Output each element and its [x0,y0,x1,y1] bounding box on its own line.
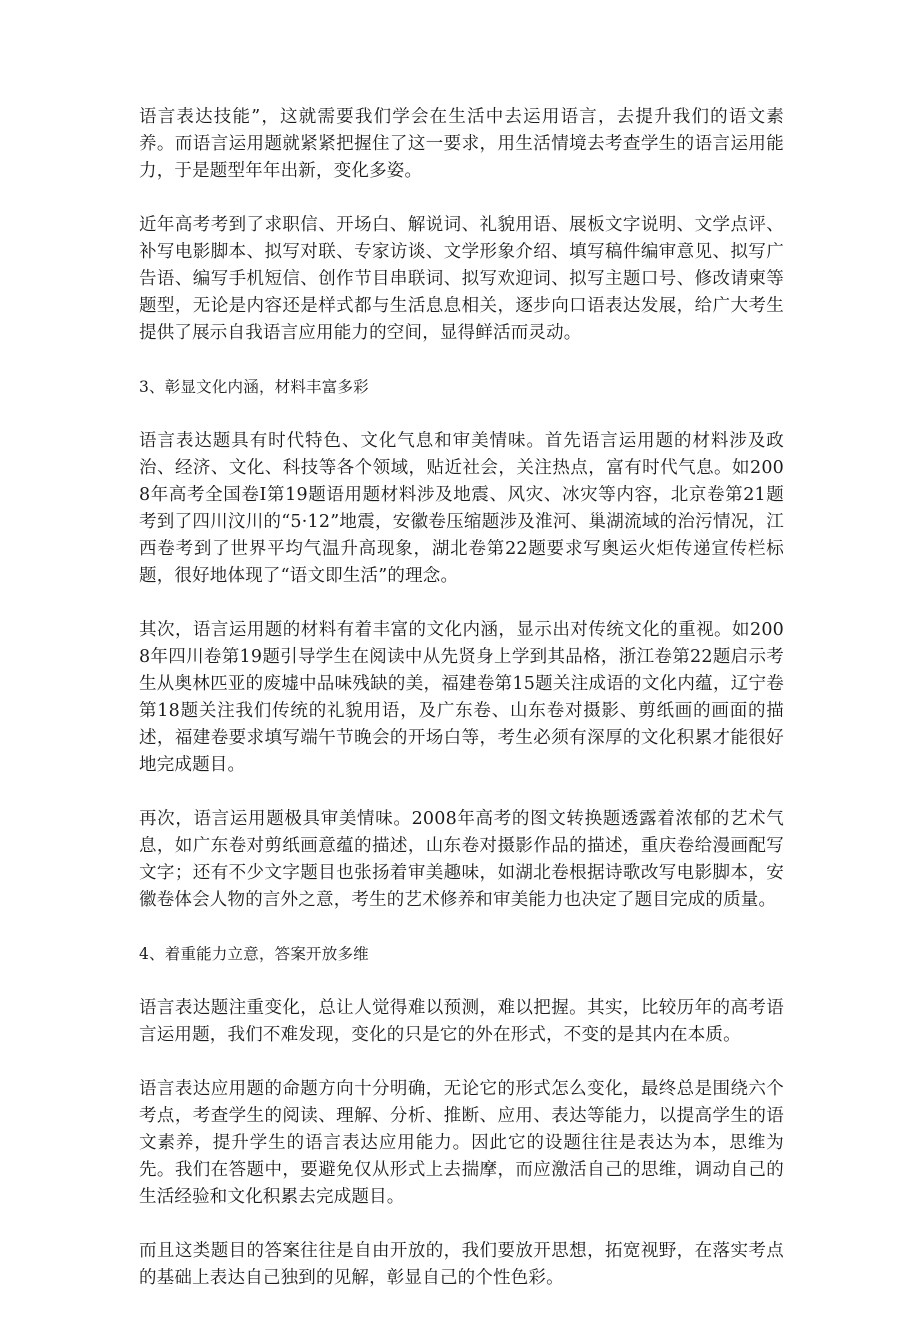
paragraph-open-answers: 而且这类题目的答案往往是自由开放的，我们要放开思想，拓宽视野，在落实考点的基础上表达自己独到的见解，彰显自己的个性色彩。 [139,1241,784,1288]
paragraph-question-types: 近年高考考到了求职信、开场白、解说词、礼貌用语、展板文字说明、文学点评、补写电影脚本、拟写对联、专家访谈、文学形象介绍、填写稿件编审意见、拟写广告语、编写手机短信、创作节目串联词、拟写欢迎词、拟写主题口号、修改请柬等题型，无论是内容还是样式都与生活息息相关，逐步向口语表达发展，给广大考生提供了展示自我语言应用能力的空间，显得鲜活而灵动。 [139,215,784,343]
document-body [139,104,784,1319]
paragraph-cultural-content: 其次，语言运用题的材料有着丰富的文化内涵，显示出对传统文化的重视。如2008年四川卷第19题引导学生在阅读中从先贤身上学到其品格，浙江卷第22题启示考生从奥林匹亚的废墟中品味残缺的美，福建卷第15题关注成语的文化内蕴，辽宁卷第18题关注我们传统的礼貌用语，及广东卷、山东卷对摄影、剪纸画的画面的描述，福建卷要求填写端午节晚会的开场白等，考生必须有深厚的文化积累才能很好地完成题目。 [139,620,784,775]
paragraph-era-features: 语言表达题具有时代特色、文化气息和审美情味。首先语言运用题的材料涉及政治、经济、文化、科技等各个领域，贴近社会，关注热点，富有时代气息。如2008年高考全国卷Ⅰ第19题语用题材料涉及地震、风灾、冰灾等内容，北京卷第21题考到了四川汶川的“5·12”地震，安徽卷压缩题涉及淮河、巢湖流域的治污情况，江西卷考到了世界平均气温升高现象，湖北卷第22题要求写奥运火炬传递宣传栏标题，很好地体现了“语文即生活”的理念。 [139,431,784,586]
paragraph-ability-focus: 语言表达应用题的命题方向十分明确，无论它的形式怎么变化，最终总是围绕六个考点，考查学生的阅读、理解、分析、推断、应用、表达等能力，以提高学生的语文素养，提升学生的语言表达应用能力。因此它的设题往往是表达为本，思维为先。我们在答题中，要避免仅从形式上去揣摩，而应激活自己的思维，调动自己的生活经验和文化积累去完成题目。 [139,1079,784,1207]
section-heading-3: 3、彰显文化内涵，材料丰富多彩 [139,378,369,396]
paragraph-variation: 语言表达题注重变化，总让人觉得难以预测，难以把握。其实，比较历年的高考语言运用题，我们不难发现，变化的只是它的外在形式，不变的是其内在本质。 [139,998,784,1045]
paragraph-aesthetic-appeal: 再次，语言运用题极具审美情味。2008年高考的图文转换题透露着浓郁的艺术气息，如广东卷对剪纸画意蕴的描述，山东卷对摄影作品的描述，重庆卷给漫画配写文字；还有不少文字题目也张扬着审美趣味，如湖北卷根据诗歌改写电影脚本，安徽卷体会人物的言外之意，考生的艺术修养和审美能力也决定了题目完成的质量。 [139,809,784,910]
section-heading-4: 4、着重能力立意，答案开放多维 [139,945,369,963]
paragraph-intro-continued: 语言表达技能”，这就需要我们学会在生活中去运用语言，去提升我们的语文素养。而语言运用题就紧紧把握住了这一要求，用生活情境去考查学生的语言运用能力，于是题型年年出新，变化多姿。 [139,107,784,181]
